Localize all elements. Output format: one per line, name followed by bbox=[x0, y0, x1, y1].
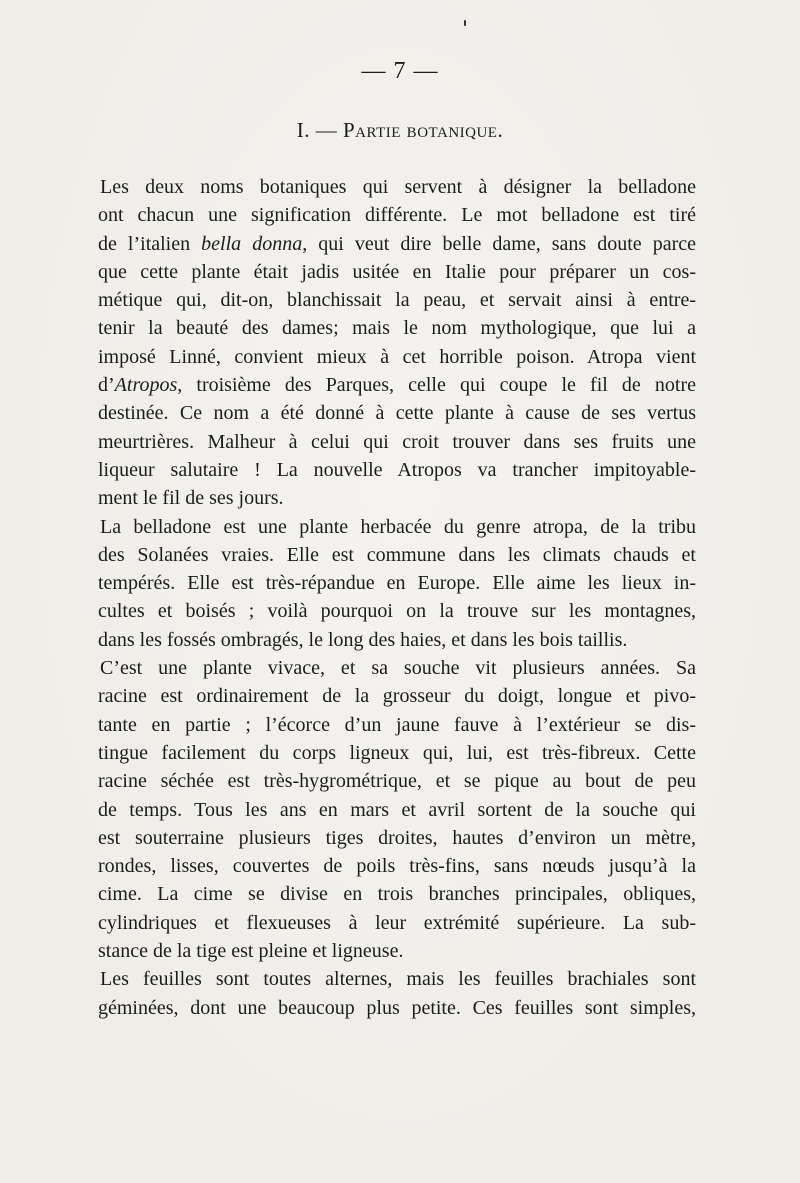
paragraph bbox=[98, 173, 696, 513]
text-line: ont chacun une signification différente. Le mot belladone est tiré bbox=[98, 204, 696, 227]
text-line: d’Atropos, troisième des Parques, celle qui coupe le fil de notre bbox=[98, 374, 696, 397]
text-line: tingue facilement du corps ligneux qui, lui, est très-fibreux. Cette bbox=[98, 741, 696, 764]
paragraph bbox=[98, 513, 696, 654]
text-line: tempérés. Elle est très-répandue en Europe. Elle aime les lieux in- bbox=[98, 572, 696, 595]
text-line: Les feuilles sont toutes alternes, mais les feuilles brachiales sont bbox=[100, 968, 696, 991]
text-line: géminées, dont une beaucoup plus petite. Ces feuilles sont simples, bbox=[98, 996, 696, 1019]
text-line: tenir la beauté des dames; mais le nom mythologique, que lui a bbox=[98, 317, 696, 340]
text-line: C’est une plante vivace, et sa souche vit plusieurs années. Sa bbox=[100, 657, 696, 680]
text-line: destinée. Ce nom a été donné à cette plante à cause de ses vertus bbox=[98, 402, 696, 425]
page-number: — 7 — bbox=[361, 58, 439, 84]
text-line: cylindriques et flexueuses à leur extrémité supérieure. La sub- bbox=[98, 911, 696, 934]
text-line: Les deux noms botaniques qui servent à désigner la belladone bbox=[100, 176, 696, 198]
text-line: ment le fil de ses jours. bbox=[98, 487, 284, 510]
paragraph bbox=[98, 965, 696, 1022]
text-line: dans les fossés ombragés, le long des haies, et dans les bois taillis. bbox=[98, 628, 628, 651]
text-line: meurtrières. Malheur à celui qui croit trouver dans ses fruits une bbox=[98, 430, 696, 453]
section-heading bbox=[0, 118, 800, 143]
text-line: de l’italien bella donna, qui veut dire belle dame, sans doute parce bbox=[98, 232, 697, 255]
text-line: liqueur salutaire ! La nouvelle Atropos va trancher impitoyable- bbox=[98, 458, 696, 481]
text-line: cultes et boisés ; voilà pourquoi on la trouve sur les montagnes, bbox=[98, 600, 696, 623]
text-line: tante en partie ; l’écorce d’un jaune fauve à l’extérieur se dis- bbox=[98, 713, 696, 736]
text-line: que cette plante était jadis usitée en Italie pour préparer un cos- bbox=[98, 260, 696, 283]
text-line: racine séchée est très-hygrométrique, et se pique au bout de peu bbox=[98, 770, 696, 793]
paragraph bbox=[98, 654, 696, 965]
text-line: stance de la tige est pleine et ligneuse. bbox=[98, 940, 404, 963]
text-line: des Solanées vraies. Elle est commune dans les climats chauds et bbox=[98, 543, 696, 566]
section-title: Partie botanique. bbox=[343, 118, 504, 142]
text-line: imposé Linné, convient mieux à cet horrible poison. Atropa vient bbox=[98, 345, 696, 368]
text-line: de temps. Tous les ans en mars et avril sortent de la souche qui bbox=[98, 798, 696, 821]
text-line: cime. La cime se divise en trois branches principales, obliques, bbox=[98, 883, 696, 906]
text-line: est souterraine plusieurs tiges droites, hautes d’environ un mètre, bbox=[98, 826, 696, 849]
ink-speck bbox=[464, 20, 466, 26]
body-text bbox=[98, 173, 696, 1022]
text-line: métique qui, dit-on, blanchissait la peau, et servait ainsi à entre- bbox=[98, 289, 696, 312]
italic-term: bella donna bbox=[201, 232, 303, 255]
text-line: La belladone est une plante herbacée du genre atropa, de la tribu bbox=[100, 515, 696, 538]
italic-term: Atropos bbox=[114, 374, 178, 397]
text-line: rondes, lisses, couvertes de poils très-fins, sans nœuds jusqu’à la bbox=[98, 855, 696, 878]
section-numeral: I. — bbox=[296, 118, 338, 142]
text-line: racine est ordinairement de la grosseur du doigt, longue et pivo- bbox=[98, 685, 696, 708]
